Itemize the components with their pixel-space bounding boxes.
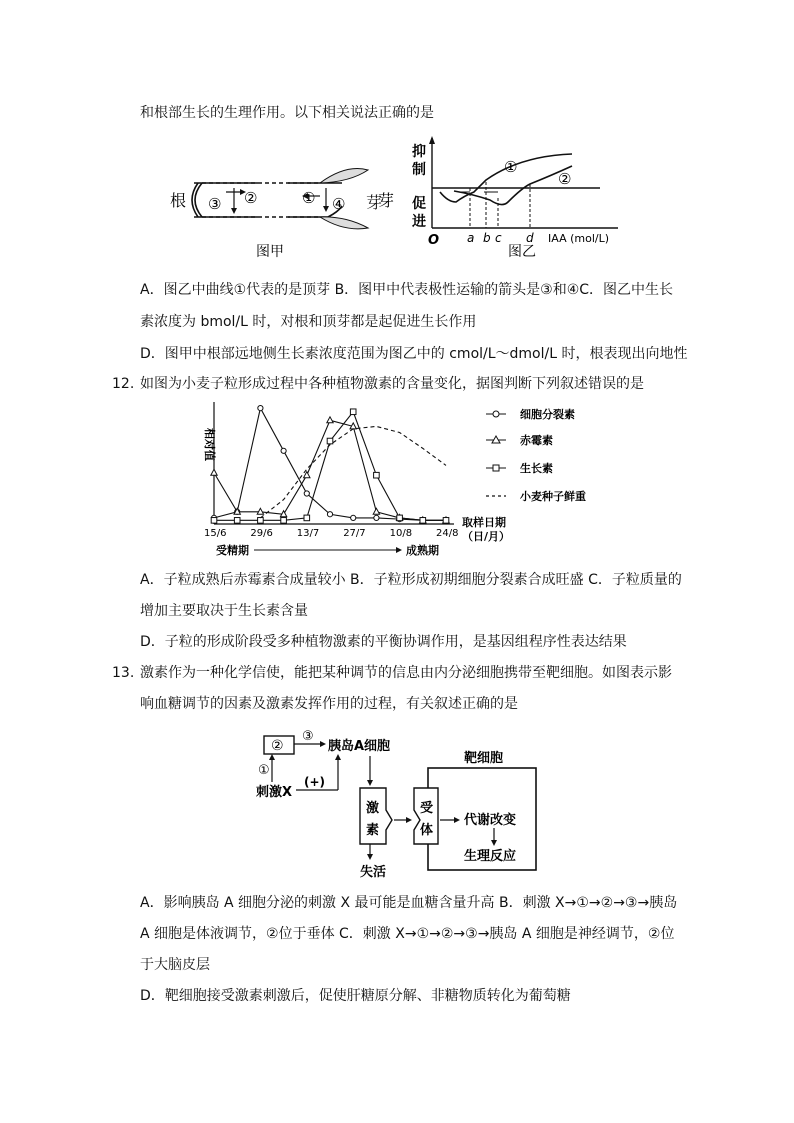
marker-4: ④ [332,195,346,213]
q13-stem-1: 激素作为一种化学信使，能把某种调节的信息由内分泌细胞携带至靶细胞。如图表示影 [140,665,672,681]
curve-1-label: ① [504,158,518,176]
marker-2: ② [244,189,258,207]
legend-cytokinin: 细胞分裂素 [520,408,575,421]
q13-stem-2: 响血糖调节的因素及激素发挥作用的过程，有关叙述正确的是 [140,696,518,712]
marker-1: ① [302,189,316,207]
receptor-char-1: 受 [420,801,434,816]
series-auxin-point [443,518,449,524]
receptor-char-2: 体 [420,823,434,838]
chart-legend [486,407,586,503]
response-label: 生理反应 [464,849,517,864]
series-cytokinin-point [304,491,309,496]
series-cytokinin-point [374,515,379,520]
marker-3: ③ [208,195,222,213]
series-fresh-weight-line [260,426,446,518]
tick-c: c [495,231,502,245]
target-cell-label: 靶细胞 [464,751,504,766]
chart-xlabel2: （日/月） [462,530,511,543]
x-axis-label: IAA (mol/L) [548,232,610,245]
series-auxin-point [258,518,264,524]
q12-option-d: D．子粒的形成阶段受多种植物激素的平衡协调作用，是基因组程序性表达结果 [140,634,627,650]
stage-left: 受精期 [216,544,249,557]
series-auxin-point [234,518,240,524]
tick-d: d [526,231,534,245]
marker-1-label: ① [258,763,270,778]
stimulus-x: 刺激X [256,785,293,800]
q12-options-abc: A．子粒成熟后赤霉素合成量较小 B．子粒形成初期细胞分裂素合成旺盛 C．子粒质量的 [140,572,682,588]
hormone-char-1: 激 [366,801,380,816]
series-auxin-point [281,518,287,524]
chart-tick-label: 29/6 [250,528,273,539]
bud-label: 芽 [378,191,395,210]
caption-jia: 图甲 [256,244,284,260]
series-cytokinin-line [214,408,446,520]
series-auxin-point [420,518,426,524]
figure-yi [410,136,620,260]
series-auxin-point [304,515,310,521]
figure-jia [170,160,395,260]
series-cytokinin-point [351,515,356,520]
series-cytokinin-point [258,406,263,411]
legend-fresh-weight: 小麦种子鲜重 [520,490,586,503]
y-top-label2: 制 [412,162,426,178]
series-gibberellin-line [214,420,446,520]
q13-number: 13. [112,665,135,681]
series-auxin-point [211,518,217,524]
q12-number: 12. [112,376,135,392]
series-gibberellin-point [373,508,379,514]
origin-label: O [428,233,440,248]
q13-options-bc: A 细胞是体液调节，②位于垂体 C．刺激 X→①→②→③→胰岛 A 细胞是神经调节，②位 [140,926,675,942]
legend-auxin: 生长素 [520,462,553,475]
y-top-label: 抑 [412,144,426,160]
stage-right: 成熟期 [406,544,439,557]
positive-sign: (+) [304,775,326,789]
chart-tick-label: 27/7 [343,528,366,539]
chart-xlabel: 取样日期 [462,516,506,529]
root-label: 根 [170,191,187,210]
bud-label-text: 芽 [366,193,383,212]
chart-tick-label: 15/6 [204,528,227,539]
q11-option-c-cont: 素浓度为 bmol/L 时，对根和顶芽都是起促进生长作用 [140,314,477,330]
marker-3-label: ③ [302,729,314,744]
chart-tick-label: 10/8 [389,528,413,539]
hormone-chart [196,398,616,558]
q11-options-abc: A．图乙中曲线①代表的是顶芽 B．图甲中代表极性运输的箭头是③和④C．图乙中生长 [140,282,674,298]
chart-tick-label: 13/7 [296,528,320,539]
chart-ylabel: 相对值 [203,428,216,461]
series-auxin-point [374,472,380,478]
legend-gibberellin: 赤霉素 [520,434,553,447]
q11-option-d: D．图甲中根部远地侧生长素浓度范围为图乙中的 cmol/L～dmol/L 时，根表现出向地性 [140,346,688,362]
curve-2-label: ② [558,170,572,188]
series-gibberellin-point [327,417,333,423]
box-2-label: ② [271,738,284,754]
q12-option-c-cont: 增加主要取决于生长素含量 [140,603,308,619]
tick-b: b [483,231,491,245]
q13-option-d: D．靶细胞接受激素刺激后，促使肝糖原分解、非糖物质转化为葡萄糖 [140,988,571,1004]
series-auxin-point [327,438,333,444]
series-auxin-point [350,409,356,415]
tick-a: a [467,231,475,245]
series-auxin-line [214,412,446,521]
hormone-char-2: 素 [366,823,380,838]
q13-options-ab: A．影响胰岛 A 细胞分泌的刺激 X 最可能是血糖含量升高 B．刺激 X→①→②→③→胰岛 [140,895,678,911]
hormone-pathway-diagram [250,726,540,880]
inactivate-label: 失活 [360,865,387,880]
q11-intro: 和根部生长的生理作用。以下相关说法正确的是 [140,105,434,121]
series-gibberellin-point [211,469,217,475]
y-bottom-label: 促 [412,196,426,212]
series-cytokinin-point [327,512,332,517]
metabolism-label: 代谢改变 [464,813,517,828]
y-bottom-label2: 进 [412,214,426,230]
q13-option-c-cont: 于大脑皮层 [140,957,210,973]
caption-yi: 图乙 [508,244,536,260]
series-auxin-point [397,515,403,521]
series-cytokinin-point [281,448,286,453]
q12-stem: 如图为小麦子粒形成过程中各种植物激素的含量变化，据图判断下列叙述错误的是 [140,376,644,392]
islet-a-cell: 胰岛A细胞 [328,739,391,754]
chart-tick-label: 24/8 [436,528,459,539]
